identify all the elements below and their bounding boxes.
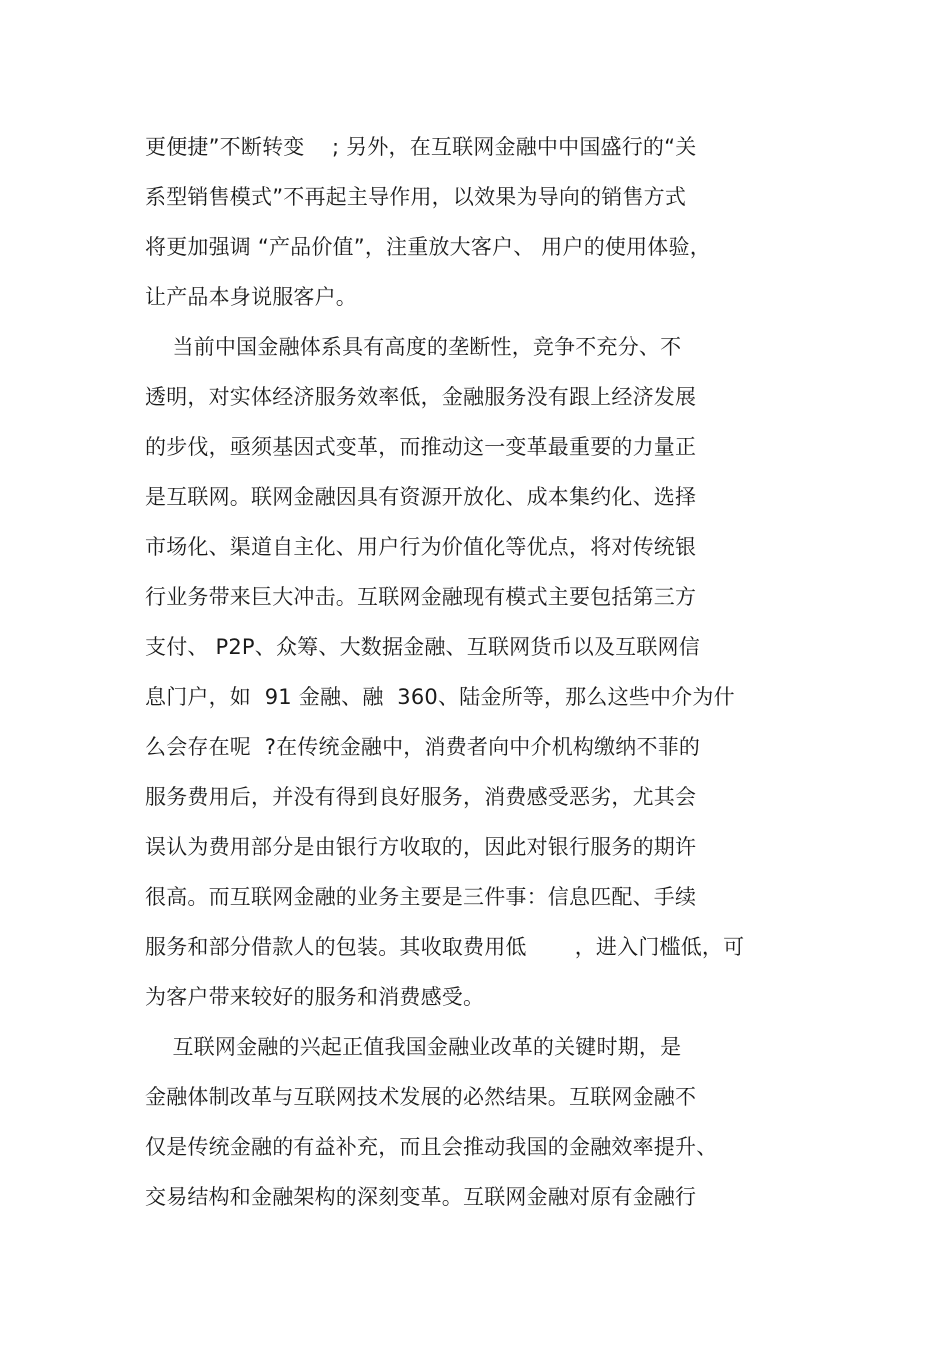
text-line: 金融体制改革与互联网技术发展的必然结果。互联网金融不 [145, 1085, 697, 1109]
text-line: 误认为费用部分是由银行方收取的，因此对银行服务的期许 [145, 835, 697, 859]
body-text [145, 122, 805, 1222]
paragraph-start-line: 互联网金融的兴起正值我国金融业改革的关键时期，是 [145, 1035, 682, 1059]
text-line: 系型销售模式”不再起主导作用，以效果为导向的销售方式 [145, 185, 687, 209]
text-line: 么会存在呢 ?在传统金融中，消费者向中介机构缴纳不菲的 [145, 735, 701, 759]
text-line: 支付、 P2P、众筹、大数据金融、互联网货币以及互联网信 [145, 635, 700, 659]
text-line: 透明，对实体经济服务效率低，金融服务没有跟上经济发展 [145, 385, 697, 409]
text-line: 将更加强调 “产品价值”，注重放大客户、 用户的使用体验， [145, 235, 711, 259]
text-line: 仅是传统金融的有益补充，而且会推动我国的金融效率提升、 [145, 1135, 718, 1159]
text-line: 是互联网。联网金融因具有资源开放化、成本集约化、选择 [145, 485, 697, 509]
text-line: 交易结构和金融架构的深刻变革。互联网金融对原有金融行 [145, 1185, 697, 1209]
text-line: 为客户带来较好的服务和消费感受。 [145, 985, 485, 1009]
text-line: 很高。而互联网金融的业务主要是三件事：信息匹配、手续 [145, 885, 697, 909]
text-line: 行业务带来巨大冲击。互联网金融现有模式主要包括第三方 [145, 585, 697, 609]
text-line: 息门户，如 91 金融、融 360、陆金所等，那么这些中介为什 [145, 685, 735, 709]
text-line: 服务费用后，并没有得到良好服务，消费感受恶劣，尤其会 [145, 785, 697, 809]
text-line: 市场化、渠道自主化、用户行为价值化等优点，将对传统银 [145, 535, 697, 559]
text-line: 更便捷”不断转变 ; 另外，在互联网金融中中国盛行的“关 [145, 135, 697, 159]
text-line: 服务和部分借款人的包装。其收取费用低 ，进入门槛低，可 [145, 935, 745, 959]
text-line: 让产品本身说服客户。 [145, 285, 357, 309]
text-line: 的步伐，亟须基因式变革，而推动这一变革最重要的力量正 [145, 435, 697, 459]
paragraph-start-line: 当前中国金融体系具有高度的垄断性，竞争不充分、不 [145, 335, 682, 359]
